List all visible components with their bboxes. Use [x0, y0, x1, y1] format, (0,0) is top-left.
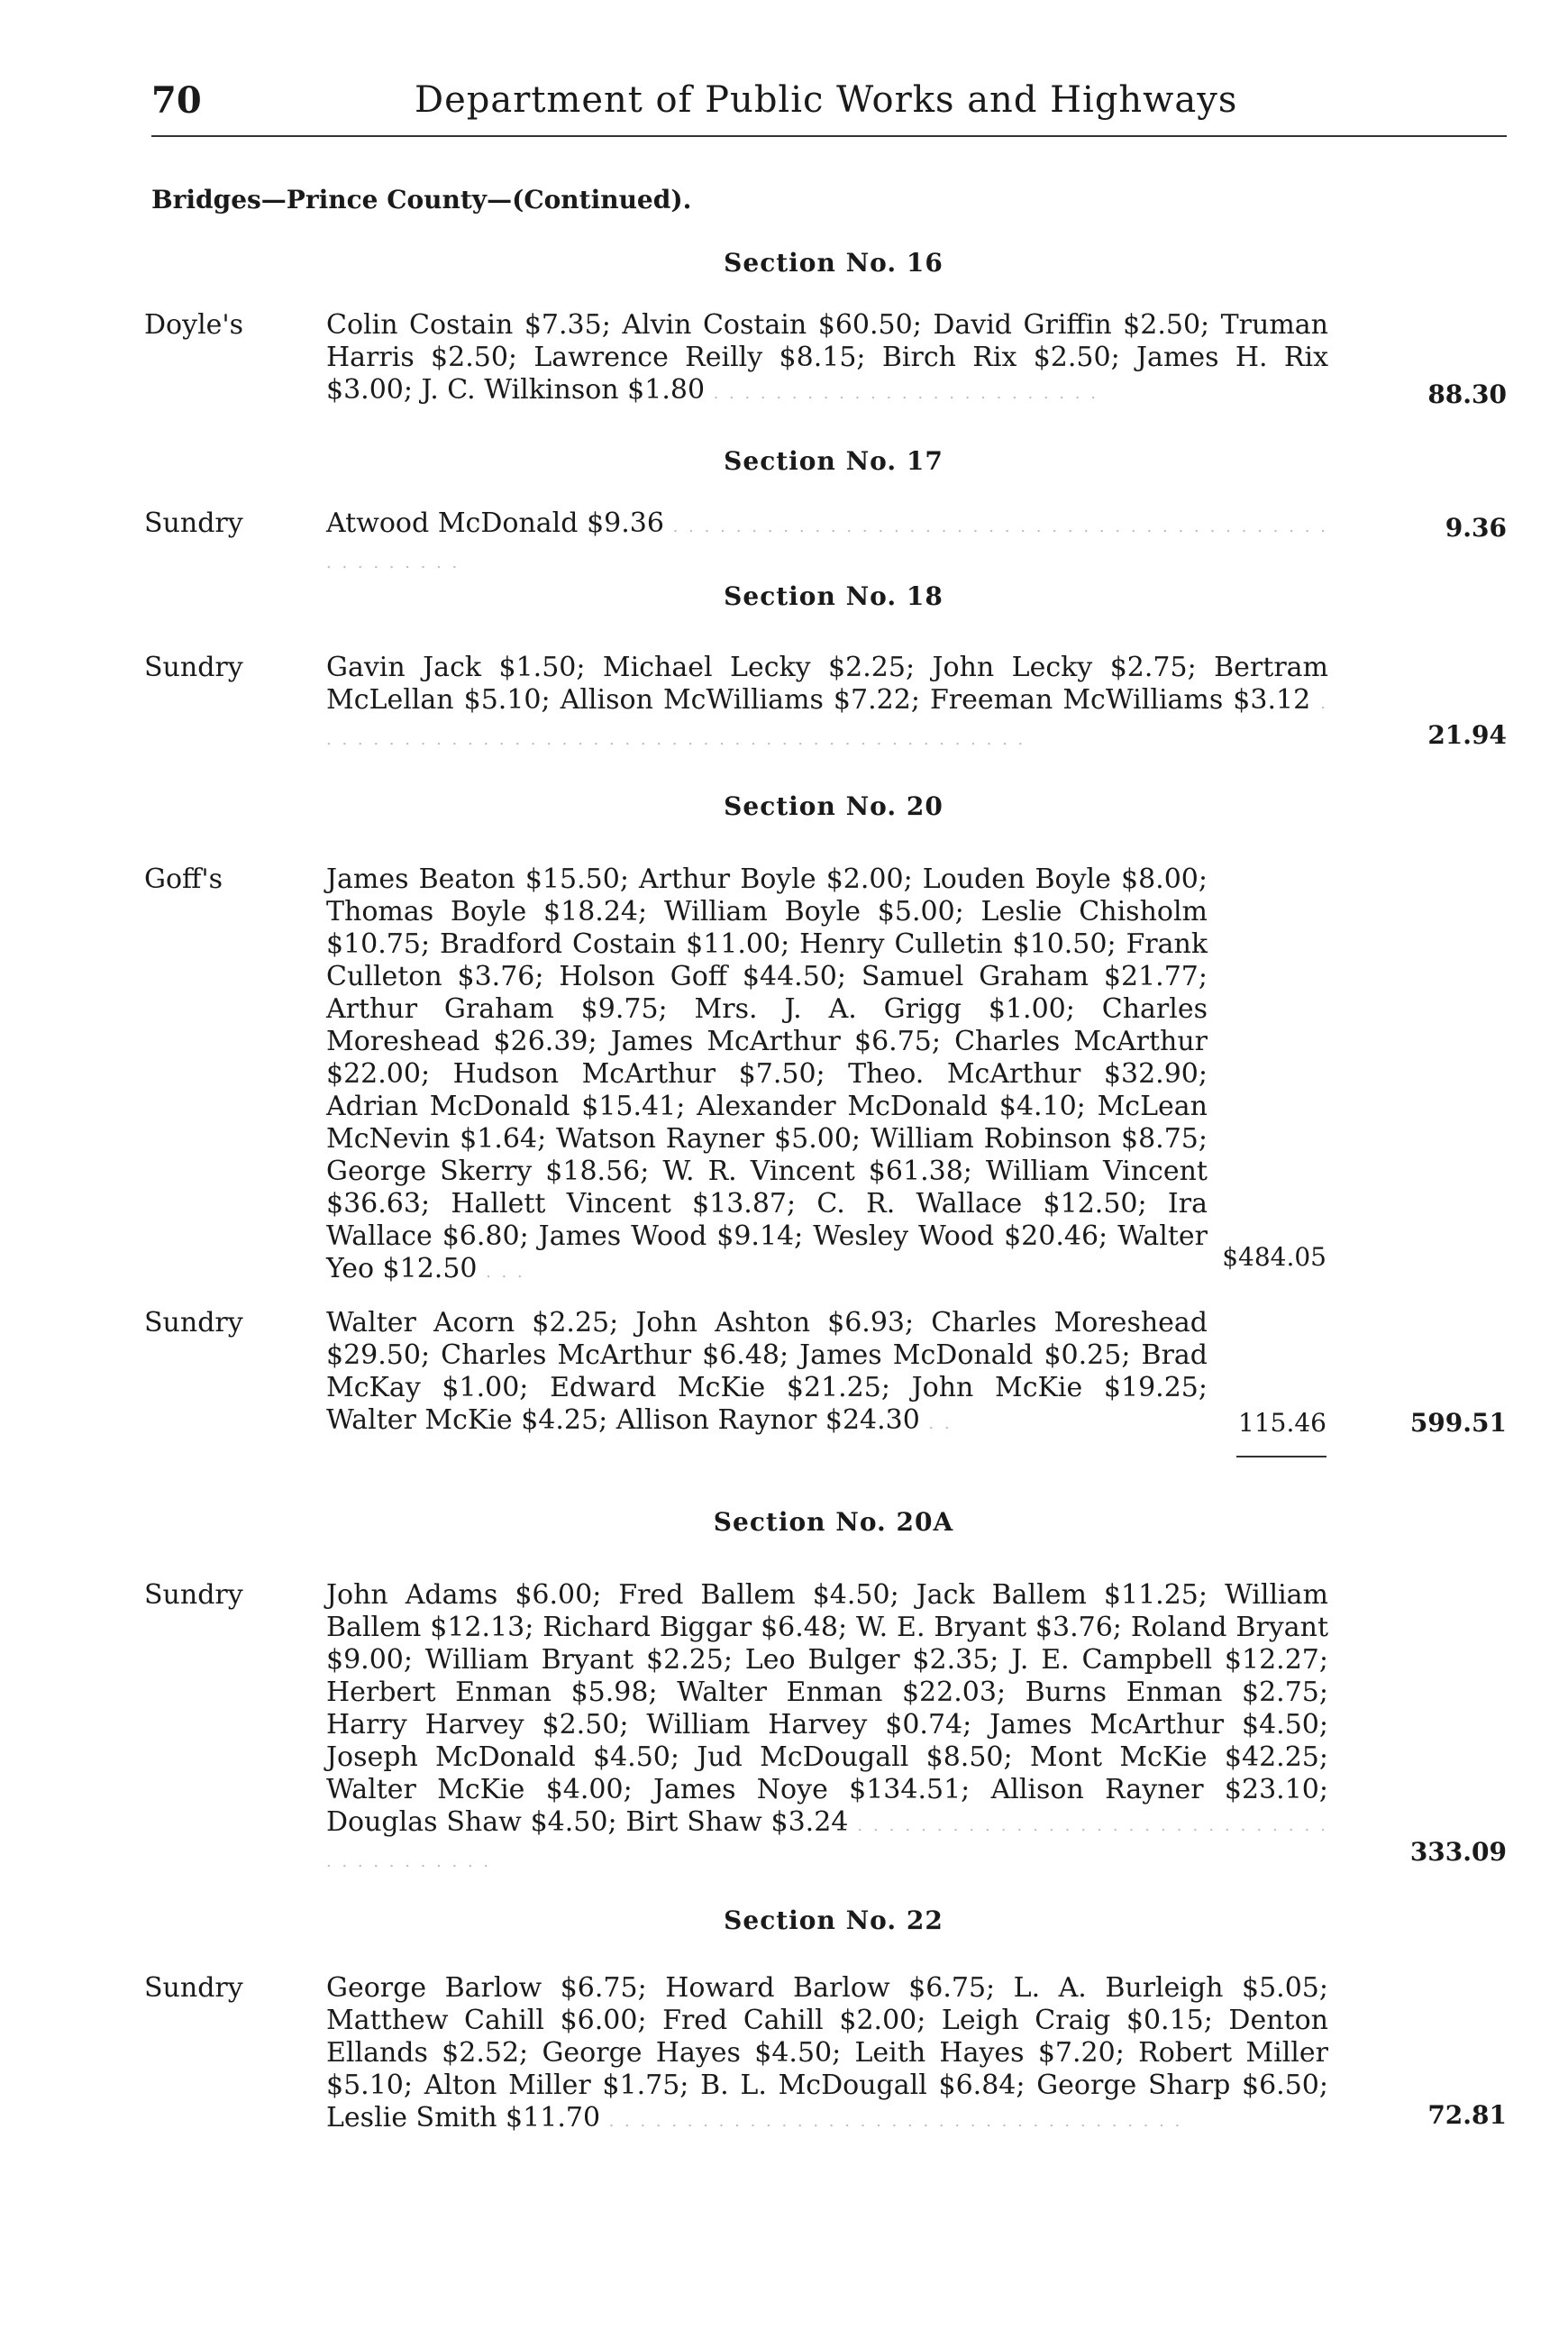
section-title: Section No. 17 [724, 446, 944, 476]
entry-subtotal: 115.46 [1238, 1408, 1326, 1438]
entry-names: Atwood McDonald $9.36 [326, 507, 664, 539]
entry-total: 9.36 [1445, 513, 1507, 543]
subtotal-rule [1236, 1456, 1326, 1457]
leader-dots: . . . . . . . . . . . . . . . . . . . . . . . . . . . . . . . . . . . . . . . . . [326, 1816, 1328, 1871]
entry-names: James Beaton $15.50; Arthur Boyle $2.00; Louden Boyle $8.00; Thomas Boyle $18.24; William Boyle $5.00; Leslie Chisholm $10.75; Bradford Costain $11.00; Henry Culletin $10.50; Frank Culleton $3.76; Holson Goff $44.50; Samuel Graham $21.77; Arthur Graham $9.75; Mrs. J. A. Grigg $1.00; Charles Moreshead $26.39; James McArthur $6.75; Charles McArthur $22.00; Hudson McArthur $7.50; Theo. McArthur $32.90; Adrian McDonald $15.41; Alexander McDonald $4.10; McLean McNevin $1.64; Watson Rayner $5.00; William Robinson $8.75; George Skerry $18.56; W. R. Vincent $61.38; William Vincent $36.63; Hallett Vincent $13.87; C. R. Wallace $12.50; Ira Wallace $6.80; James Wood $9.14; Wesley Wood $20.46; Walter Yeo $12.50 [326, 863, 1208, 1284]
leader-dots: . . . [486, 1263, 525, 1282]
entry-total: 599.51 [1409, 1408, 1507, 1438]
leader-dots: . . . . . . . . . . . . . . . . . . . . . . . . . . . . . . . . . . . . . . . . . . . . . . [326, 694, 1328, 749]
entry-names: Gavin Jack $1.50; Michael Lecky $2.25; John Lecky $2.75; Bertram McLellan $5.10; Allison McWilliams $7.22; Freeman McWilliams $3.12 [326, 652, 1328, 716]
continued-heading: Bridges—Prince County—(Continued). [151, 185, 692, 215]
entry-names: Colin Costain $7.35; Alvin Costain $60.50; David Griffin $2.50; Truman Harris $2.50; Lawrence Reilly $8.15; Birch Rix $2.50; James H. Rix $3.00; J. C. Wilkinson $1.80 [326, 309, 1328, 406]
entry-text [326, 507, 1328, 580]
entry-total: 333.09 [1409, 1837, 1507, 1867]
leader-dots: . . . . . . . . . . . . . . . . . . . . . . . . . [713, 384, 1099, 403]
entry-total: 72.81 [1427, 2100, 1507, 2130]
entry-text [326, 863, 1208, 1289]
locality: Goff's [144, 863, 223, 895]
entry-text [326, 1972, 1328, 2138]
section-title: Section No. 22 [724, 1905, 944, 1935]
section-title: Section No. 20 [724, 791, 944, 821]
entry-total: 21.94 [1427, 720, 1507, 750]
locality: Sundry [144, 1307, 243, 1339]
section-title: Section No. 16 [724, 248, 944, 278]
entry-total: 88.30 [1427, 379, 1507, 409]
entry-names: Walter Acorn $2.25; John Ashton $6.93; Charles Moreshead $29.50; Charles McArthur $6.48; James McDonald $0.25; Brad McKay $1.00; Edward McKie $21.25; John McKie $19.25; Walter McKie $4.25; Allison Raynor $24.30 [326, 1307, 1208, 1436]
leader-dots: . . . . . . . . . . . . . . . . . . . . . . . . . . . . . . . . . . . . . . . . . . . . . . . . . . . [326, 517, 1328, 572]
entry-text [326, 309, 1328, 410]
locality: Sundry [144, 507, 243, 539]
leader-dots: . . [928, 1414, 953, 1433]
entry-text [326, 652, 1328, 756]
leader-dots: . . . . . . . . . . . . . . . . . . . . . . . . . . . . . . . . . . . . . [608, 2112, 1183, 2131]
locality: Sundry [144, 1972, 243, 2004]
locality: Doyle's [144, 309, 244, 341]
section-title: Section No. 18 [724, 581, 944, 611]
entry-text [326, 1579, 1328, 1878]
locality: Sundry [144, 1579, 243, 1611]
entry-names: John Adams $6.00; Fred Ballem $4.50; Jack Ballem $11.25; William Ballem $12.13; Richard Biggar $6.48; W. E. Bryant $3.76; Roland Bryant $9.00; William Bryant $2.25; Leo Bulger $2.35; J. E. Campbell $12.27; Herbert Enman $5.98; Walter Enman $22.03; Burns Enman $2.75; Harry Harvey $2.50; William Harvey $0.74; James McArthur $4.50; Joseph McDonald $4.50; Jud McDougall $8.50; Mont McKie $42.25; Walter McKie $4.00; James Noye $134.51; Allison Rayner $23.10; Douglas Shaw $4.50; Birt Shaw $3.24 [326, 1579, 1328, 1838]
entry-names: George Barlow $6.75; Howard Barlow $6.75; L. A. Burleigh $5.05; Matthew Cahill $6.00; Fred Cahill $2.00; Leigh Craig $0.15; Denton Ellands $2.52; George Hayes $4.50; Leith Hayes $7.20; Robert Miller $5.10; Alton Miller $1.75; B. L. McDougall $6.84; George Sharp $6.50; Leslie Smith $11.70 [326, 1972, 1328, 2134]
entry-subtotal: $484.05 [1222, 1242, 1326, 1272]
running-head-title: Department of Public Works and Highways [415, 79, 1238, 121]
section-title: Section No. 20A [713, 1507, 954, 1537]
header-rule [151, 135, 1507, 137]
locality: Sundry [144, 652, 243, 683]
entry-text [326, 1307, 1208, 1440]
page-number: 70 [151, 79, 202, 122]
